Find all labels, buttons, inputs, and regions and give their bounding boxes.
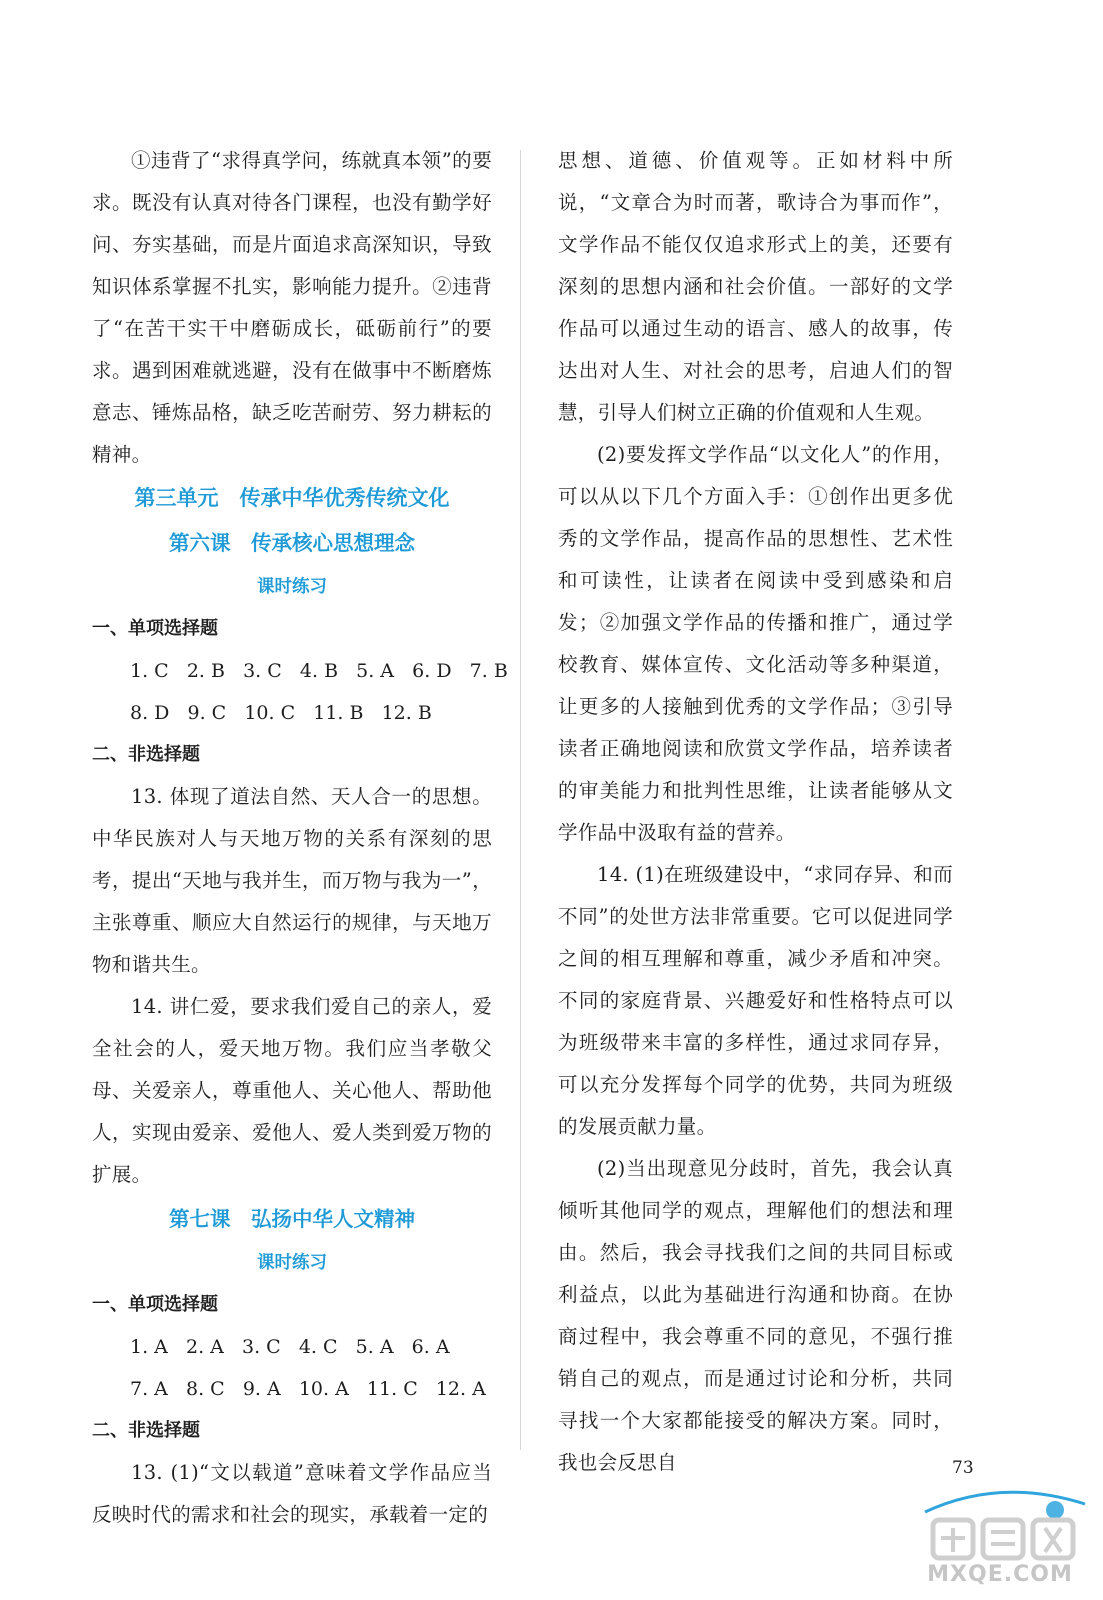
lesson-6-q13: 13. 体现了道法自然、天人合一的思想。中华民族对人与天地万物的关系有深刻的思考，提出“天地与我并生，而万物与我为一”，主张尊重、顺应大自然运行的规律，与天地万物和谐共生。 — [92, 785, 492, 976]
lesson-7-answers-row-1: 1. A 2. A 3. C 4. C 5. A 6. A — [130, 1336, 450, 1358]
unit-title: 第三单元 传承中华优秀传统文化 — [134, 486, 450, 510]
right-paragraph-3: 14. (1)在班级建设中，“求同存异、和而不同”的处世方法非常重要。它可以促进同学之间的相互理解和尊重，减少矛盾和冲突。不同的家庭背景、兴趣爱好和性格特点可以为班级带来丰富的多样性，通过求同存异，可以充分发挥每个同学的优势，共同为班级的发展贡献力量。 — [558, 863, 953, 1138]
lesson-6-title: 第六课 传承核心思想理念 — [169, 531, 415, 555]
lesson-7-section-2: 二、非选择题 — [92, 1420, 200, 1441]
lesson-6-answers-row-2: 8. D 9. C 10. C 11. B 12. B — [130, 702, 432, 724]
left-column — [92, 140, 508, 1536]
watermark-text: MXQE.COM — [927, 1562, 1073, 1587]
left-paragraph-1: ①违背了“求得真学问，练就真本领”的要求。既没有认真对待各门课程，也没有勤学好问、夯实基础，而是片面追求高深知识，导致知识体系掌握不扎实，影响能力提升。②违背了“在苦干实干中磨砺成长，砥砺前行”的要求。遇到困难就逃避，没有在做事中不断磨炼意志、锤炼品格，缺乏吃苦耐劳、努力耕耘的精神。 — [92, 149, 492, 466]
page-number: 73 — [952, 1458, 974, 1478]
lesson-6-q14: 14. 讲仁爱，要求我们爱自己的亲人，爱全社会的人，爱天地万物。我们应当孝敬父母、关爱亲人，尊重他人、关心他人、帮助他人，实现由爱亲、爱他人、爱人类到爱万物的扩展。 — [92, 995, 492, 1186]
right-column — [558, 140, 953, 1484]
lesson-6-subtitle: 课时练习 — [257, 577, 327, 597]
lesson-7-q13: 13. (1)“文以载道”意味着文学作品应当反映时代的需求和社会的现实，承载着一定的 — [92, 1461, 492, 1526]
lesson-6-answers-row-1: 1. C 2. B 3. C 4. B 5. A 6. D 7. B — [130, 660, 508, 682]
lesson-7-answers-row-2: 7. A 8. C 9. A 10. A 11. C 12. A — [130, 1378, 486, 1400]
column-divider — [520, 150, 521, 1450]
lesson-7-section-1: 一、单项选择题 — [92, 1294, 218, 1315]
lesson-6-section-1: 一、单项选择题 — [92, 618, 218, 639]
lesson-7-subtitle: 课时练习 — [257, 1253, 327, 1273]
lesson-7-title: 第七课 弘扬中华人文精神 — [169, 1207, 415, 1231]
right-paragraph-4: (2)当出现意见分歧时，首先，我会认真倾听其他同学的观点，理解他们的想法和理由。然后，我会寻找我们之间的共同目标或利益点，以此为基础进行沟通和协商。在协商过程中，我会尊重不同的意见，不强行推销自己的观点，而是通过讨论和分析，共同寻找一个大家都能接受的解决方案。同时，我也会反思自 — [558, 1157, 953, 1474]
right-paragraph-1: 思想、道德、价值观等。正如材料中所说，“文章合为时而著，歌诗合为事而作”，文学作品不能仅仅追求形式上的美，还要有深刻的思想内涵和社会价值。一部好的文学作品可以通过生动的语言、感人的故事，传达出对人生、对社会的思考，启迪人们的智慧，引导人们树立正确的价值观和人生观。 — [558, 149, 953, 424]
lesson-6-section-2: 二、非选择题 — [92, 744, 200, 765]
right-paragraph-2: (2)要发挥文学作品“以文化人”的作用，可以从以下几个方面入手：①创作出更多优秀的文学作品，提高作品的思想性、艺术性和可读性，让读者在阅读中受到感染和启发；②加强文学作品的传播和推广，通过学校教育、媒体宣传、文化活动等多种渠道，让更多的人接触到优秀的文学作品；③引导读者正确地阅读和欣赏文学作品，培养读者的审美能力和批判性思维，让读者能够从文学作品中汲取有益的营养。 — [558, 443, 953, 844]
